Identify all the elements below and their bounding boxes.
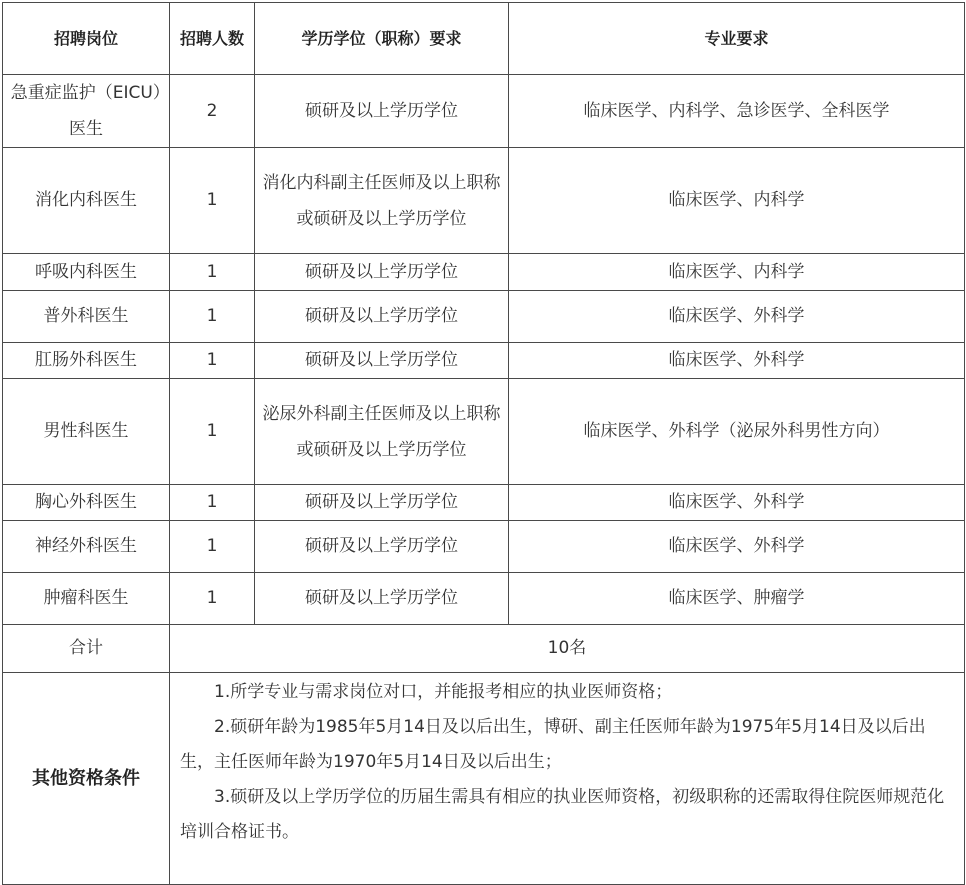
count-cell: 1 <box>170 343 255 379</box>
table-row <box>3 254 965 291</box>
count-cell: 1 <box>170 485 255 521</box>
major-cell: 临床医学、内科学 <box>509 148 965 254</box>
count-cell: 1 <box>170 379 255 485</box>
count-cell: 1 <box>170 573 255 625</box>
major-cell: 临床医学、肿瘤学 <box>509 573 965 625</box>
major-cell: 临床医学、外科学 <box>509 291 965 343</box>
position-cell: 神经外科医生 <box>3 521 170 573</box>
table-row <box>3 379 965 485</box>
position-cell: 急重症监护（EICU）医生 <box>3 75 170 148</box>
position-cell: 男性科医生 <box>3 379 170 485</box>
total-label: 合计 <box>3 625 170 673</box>
header-degree: 学历学位（职称）要求 <box>255 3 509 75</box>
header-major: 专业要求 <box>509 3 965 75</box>
major-cell: 临床医学、外科学（泌尿外科男性方向） <box>509 379 965 485</box>
degree-cell: 硕研及以上学历学位 <box>255 343 509 379</box>
count-cell: 1 <box>170 291 255 343</box>
total-value: 10名 <box>170 625 965 673</box>
degree-cell: 硕研及以上学历学位 <box>255 573 509 625</box>
major-cell: 临床医学、内科学、急诊医学、全科医学 <box>509 75 965 148</box>
degree-cell: 硕研及以上学历学位 <box>255 485 509 521</box>
table-row <box>3 573 965 625</box>
table-row <box>3 521 965 573</box>
degree-cell: 泌尿外科副主任医师及以上职称或硕研及以上学历学位 <box>255 379 509 485</box>
other-requirements-content <box>170 673 965 885</box>
table-row <box>3 343 965 379</box>
count-cell: 1 <box>170 254 255 291</box>
table-row <box>3 485 965 521</box>
total-row <box>3 625 965 673</box>
other-requirements-row <box>3 673 965 885</box>
requirement-item: 2.硕研年龄为1985年5月14日及以后出生，博研、副主任医师年龄为1975年5月14日及以后出生，主任医师年龄为1970年5月14日及以后出生； <box>180 717 926 772</box>
table-row <box>3 291 965 343</box>
table-row <box>3 75 965 148</box>
position-cell: 胸心外科医生 <box>3 485 170 521</box>
position-cell: 普外科医生 <box>3 291 170 343</box>
table-row <box>3 148 965 254</box>
other-requirements-label: 其他资格条件 <box>3 673 170 885</box>
degree-cell: 硕研及以上学历学位 <box>255 521 509 573</box>
degree-cell: 硕研及以上学历学位 <box>255 291 509 343</box>
major-cell: 临床医学、外科学 <box>509 485 965 521</box>
major-cell: 临床医学、外科学 <box>509 521 965 573</box>
count-cell: 1 <box>170 521 255 573</box>
major-cell: 临床医学、外科学 <box>509 343 965 379</box>
degree-cell: 消化内科副主任医师及以上职称或硕研及以上学历学位 <box>255 148 509 254</box>
position-cell: 呼吸内科医生 <box>3 254 170 291</box>
count-cell: 1 <box>170 148 255 254</box>
position-cell: 消化内科医生 <box>3 148 170 254</box>
header-count: 招聘人数 <box>170 3 255 75</box>
header-row <box>3 3 965 75</box>
major-cell: 临床医学、内科学 <box>509 254 965 291</box>
requirement-item: 3.硕研及以上学历学位的历届生需具有相应的执业医师资格，初级职称的还需取得住院医师规范化培训合格证书。 <box>180 787 945 842</box>
count-cell: 2 <box>170 75 255 148</box>
recruitment-table <box>2 2 965 885</box>
position-cell: 肛肠外科医生 <box>3 343 170 379</box>
requirement-item: 1.所学专业与需求岗位对口，并能报考相应的执业医师资格； <box>214 682 673 702</box>
header-position: 招聘岗位 <box>3 3 170 75</box>
degree-cell: 硕研及以上学历学位 <box>255 75 509 148</box>
degree-cell: 硕研及以上学历学位 <box>255 254 509 291</box>
position-cell: 肿瘤科医生 <box>3 573 170 625</box>
